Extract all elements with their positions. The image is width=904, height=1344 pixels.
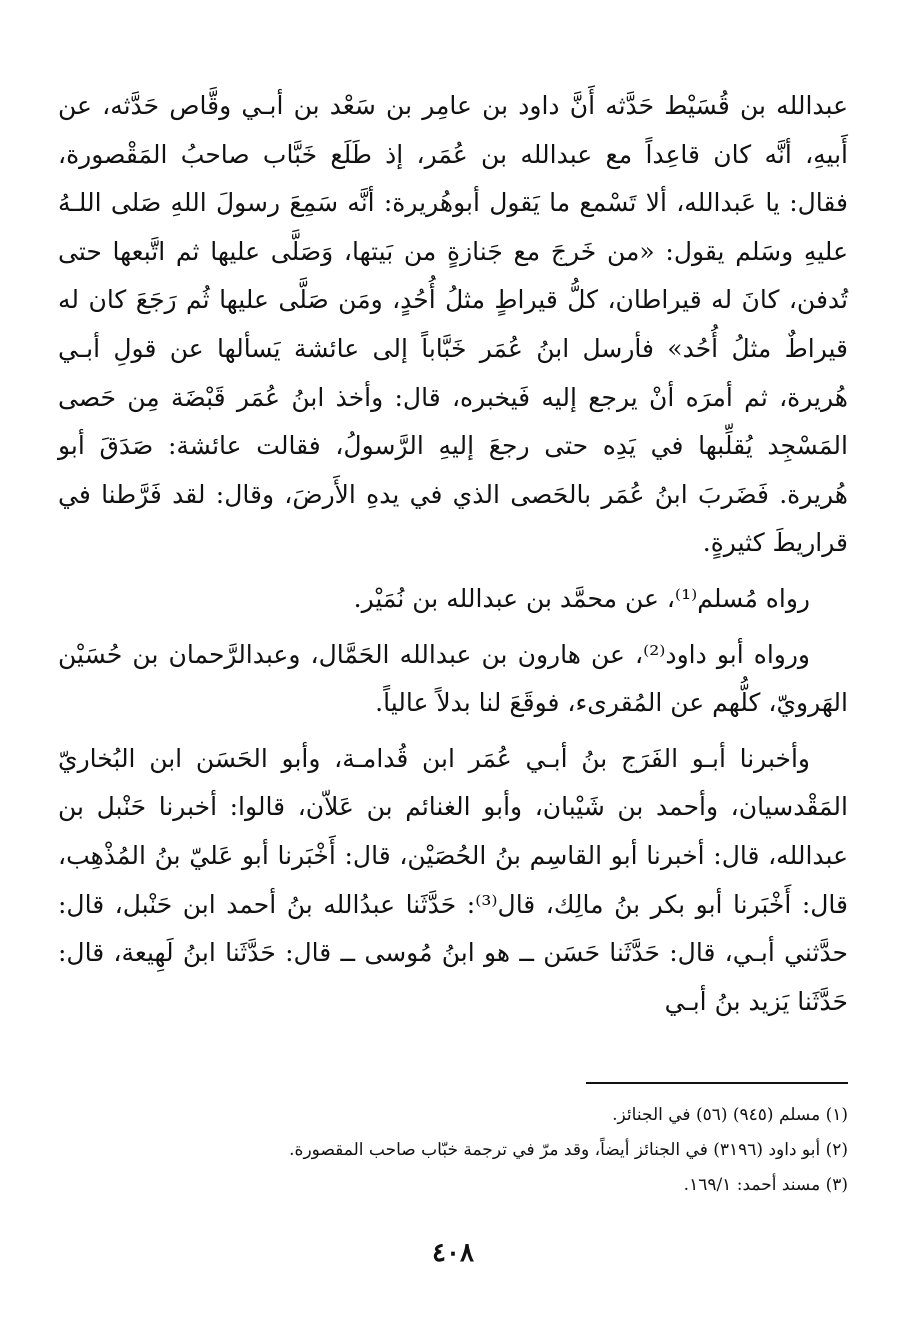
footnote-item: (٢) أبو داود (٣١٩٦) في الجنائز أيضاً، وقد مرّ في ترجمة خبّاب صاحب المقصورة. [289, 1140, 848, 1160]
footnote-item: (١) مسلم (٩٤٥) (٥٦) في الجنائز. [612, 1105, 848, 1125]
document-page [58, 82, 848, 1322]
abu-dawud-narration-paragraph: ورواه أبو داود⁽²⁾، عن هارون بن عبدالله الحَمَّال، وعبدالرَّحمان بن حُسَيْن الهَرويّ، كلُّهم عن المُقرىء، فوقَعَ لنا بدلاً عالياً. [58, 639, 848, 718]
isnad-paragraph: وأخبرنا أبـو الفَرَج بنُ أبـي عُمَر ابن قُدامـة، وأبو الحَسَن ابن البُخاريّ المَقْدسيان، وأحمد بن شَيْبان، وأبو الغنائم بن عَلاّن، قالوا: أخبرنا حَنْبل بن عبدالله، قال: أخبرنا أبو القاسِم بنُ الحُصَيْن، قال: أَخْبَرنا أبو عَليّ بنُ المُذْهِب، قال: أَخْبَرنا أبو بكر بنُ مالِك، قال⁽³⁾: حَدَّثَنا عبدُالله بنُ أحمد ابن حَنْبل، قال: حدَّثني أبـي، قال: حَدَّثَنا حَسَن ــ هو ابنُ مُوسى ــ قال: حَدَّثَنا ابنُ لَهِيعة، قال: حَدَّثَنا يَزيد بنُ أبـي [58, 743, 849, 1016]
footnote-separator [586, 1082, 848, 1084]
muslim-narration-paragraph: رواه مُسلم⁽¹⁾، عن محمَّد بن عبدالله بن نُمَيْر. [353, 583, 810, 613]
hadith-paragraph: عبدالله بن قُسَيْط حَدَّثه أَنَّ داود بن عامِر بن سَعْد بن أبـي وقَّاص حَدَّثه، عن أَبيهِ، أنَّه كان قاعِداً مع عبدالله بن عُمَر، إذ طَلَع خَبَّاب صاحبُ المَقْصورة، فقال: يا عَبدالله، ألا تَسْمع ما يَقول أبوهُريرة: أنَّه سَمِعَ رسولَ اللهِ صَلى اللـهُ عليهِ وسَلم يقول: «من خَرجَ مع جَنازةٍ من بَيتها، وَصَلَّى عليها ثم اتَّبعها حتى تُدفن، كانَ له قيراطان، كلُّ قيراطٍ مثلُ أُحُدٍ، ومَن صَلَّى عليها ثُم رَجَعَ كان له قيراطٌ مثلُ أُحُد» فأرسل ابنُ عُمَر خَبَّاباً إلى عائشة يَسألها عن قولِ أبـي هُريرة، ثم أمرَه أنْ يرجع إليه فَيخبره، قال: وأخذ ابنُ عُمَر قَبْضَة مِن حَصى المَسْجِد يُقلِّبها في يَدِه حتى رجعَ إليهِ الرَّسولُ، فقالت عائشة: صَدَقَ أبو هُريرة. فَضَربَ ابنُ عُمَر بالحَصى الذي في يدهِ الأَرضَ، وقال: لقد فَرَّطنا في قراريطَ كثيرةٍ. [58, 91, 848, 558]
page-number: ٤٠٨ [432, 1238, 474, 1268]
footnotes-list [58, 1098, 848, 1203]
footnote-item: (٣) مسند أحمد: ١٦٩/١. [683, 1175, 848, 1195]
